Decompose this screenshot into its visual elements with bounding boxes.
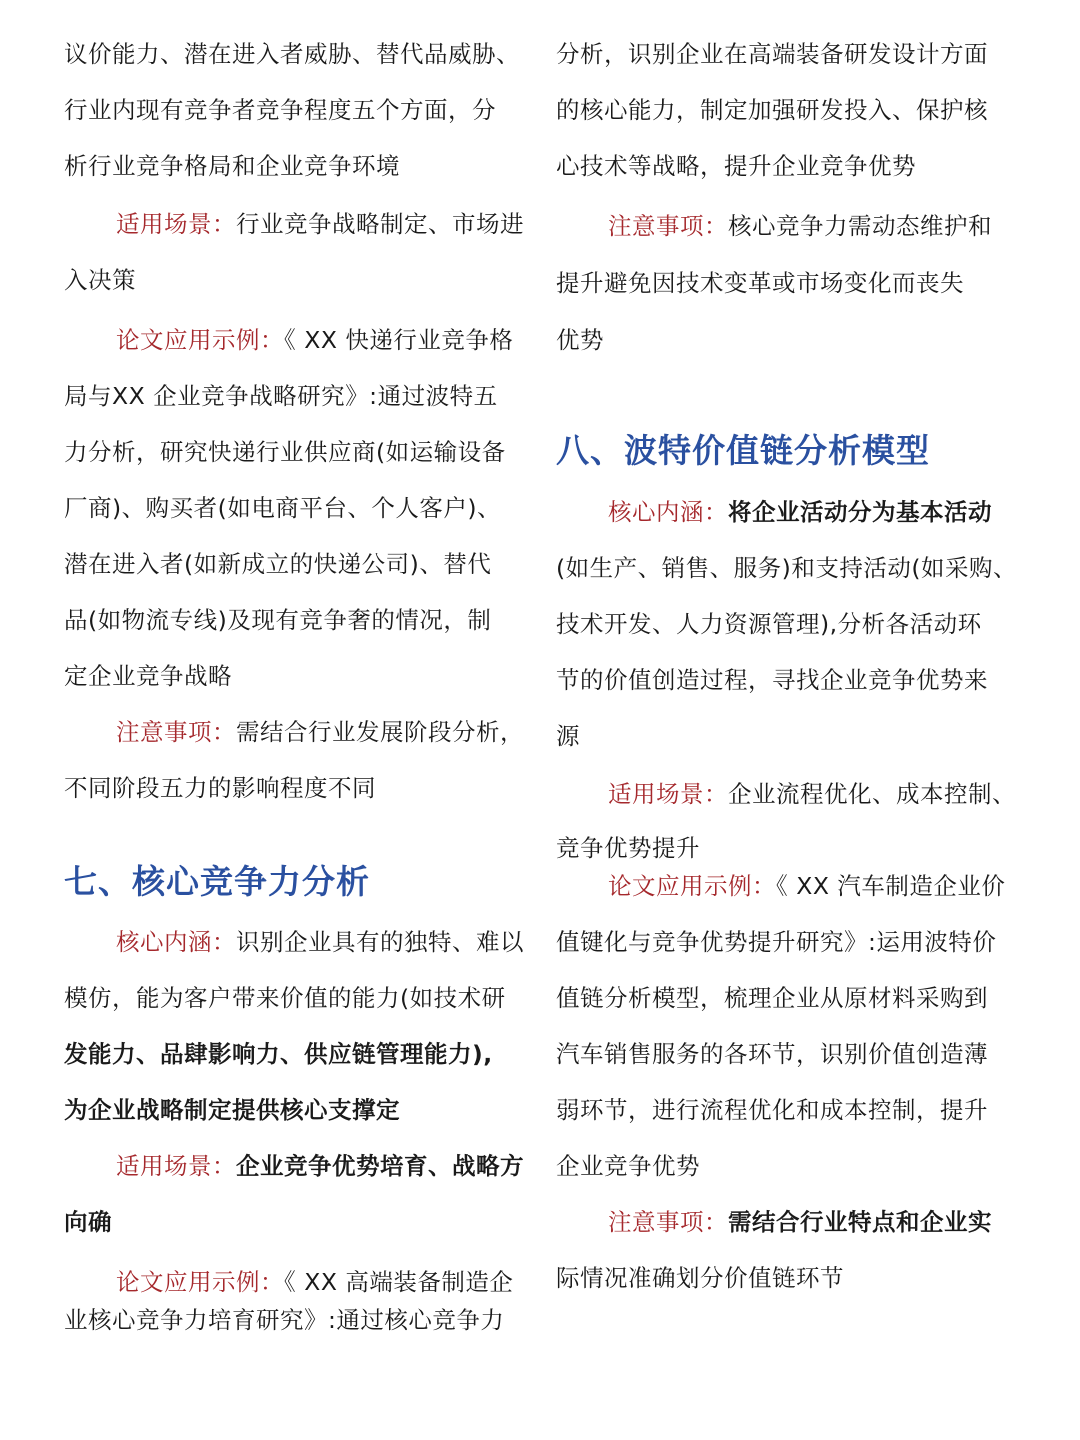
body-text-bold: 企业竞争优势培育、战略方 bbox=[236, 1152, 524, 1180]
body-text: 局与XX 企业竞争战略研究》:通过波特五 bbox=[64, 382, 498, 410]
note-label: 注意事项： bbox=[608, 212, 728, 240]
body-text: 需结合行业发展阶段分析， bbox=[236, 718, 524, 746]
body-text: 弱环节，进行流程优化和成本控制，提升 bbox=[556, 1096, 988, 1124]
core-paragraph bbox=[64, 914, 524, 970]
body-text: 核心竞争力需动态维护和 bbox=[728, 212, 992, 240]
example-paragraph bbox=[556, 858, 1005, 914]
scene-paragraph bbox=[64, 1138, 524, 1194]
core-paragraph bbox=[556, 484, 992, 540]
note-label: 注意事项： bbox=[608, 1208, 728, 1236]
body-text: 不同阶段五力的影响程度不同 bbox=[64, 774, 376, 802]
body-text: 心技术等战略，提升企业竞争优势 bbox=[556, 152, 916, 180]
body-text: 优势 bbox=[556, 326, 604, 354]
body-text-bold: 向确 bbox=[64, 1208, 112, 1236]
body-text: 值链分析模型，梳理企业从原材料采购到 bbox=[556, 984, 988, 1012]
body-text: 《 XX 高端装备制造企 bbox=[284, 1268, 514, 1296]
section-heading-7: 七、核心竞争力分析 bbox=[64, 862, 370, 901]
core-label: 核心内涵： bbox=[116, 928, 236, 956]
body-text: (如生产、销售、服务)和支持活动(如采购、 bbox=[556, 554, 1018, 582]
example-paragraph bbox=[64, 312, 513, 368]
scene-label: 适用场景： bbox=[116, 1152, 236, 1180]
example-label: 论文应用示例： bbox=[116, 1268, 284, 1296]
body-text: 际情况准确划分价值链环节 bbox=[556, 1264, 844, 1292]
body-text: 品(如物流专线)及现有竞争奢的情况，制 bbox=[64, 606, 492, 634]
body-text: 竞争优势提升 bbox=[556, 834, 700, 862]
body-text: 模仿，能为客户带来价值的能力(如技术研 bbox=[64, 984, 506, 1012]
body-text: 厂商)、购买者(如电商平台、个人客户)、 bbox=[64, 494, 502, 522]
body-text: 技术开发、人力资源管理),分析各活动环 bbox=[556, 610, 982, 638]
body-text: 企业流程优化、成本控制、 bbox=[728, 780, 1016, 808]
body-text-bold: 发能力、品肆影响力、供应链管理能力), bbox=[64, 1040, 493, 1068]
scene-label: 适用场景： bbox=[116, 210, 236, 238]
body-text: 力分析，研究快递行业供应商(如运输设备 bbox=[64, 438, 506, 466]
body-text: 节的价值创造过程，寻找企业竞争优势来 bbox=[556, 666, 988, 694]
section-heading-8: 八、波特价值链分析模型 bbox=[556, 431, 930, 470]
body-text: 定企业竞争战略 bbox=[64, 662, 232, 690]
scene-label: 适用场景： bbox=[608, 780, 728, 808]
body-text-bold: 为企业战略制定提供核心支撑定 bbox=[64, 1096, 400, 1124]
body-text: 议价能力、潜在进入者威胁、替代品威胁、 bbox=[64, 40, 520, 68]
core-label: 核心内涵： bbox=[608, 498, 728, 526]
body-text: 源 bbox=[556, 722, 580, 750]
body-text: 行业竞争战略制定、市场进 bbox=[236, 210, 524, 238]
body-text: 的核心能力，制定加强研发投入、保护核 bbox=[556, 96, 988, 124]
scene-paragraph bbox=[556, 766, 1016, 822]
body-text: 行业内现有竞争者竞争程度五个方面，分 bbox=[64, 96, 496, 124]
note-paragraph bbox=[556, 198, 992, 254]
body-text: 潜在进入者(如新成立的快递公司)、替代 bbox=[64, 550, 492, 578]
body-text: 值键化与竞争优势提升研究》:运用波特价 bbox=[556, 928, 997, 956]
body-text: 析行业竞争格局和企业竞争环境 bbox=[64, 152, 400, 180]
body-text: 识别企业具有的独特、难以 bbox=[236, 928, 524, 956]
body-text: 《 XX 快递行业竞争格 bbox=[284, 326, 514, 354]
note-paragraph bbox=[64, 704, 524, 760]
body-text-bold: 需结合行业特点和企业实 bbox=[728, 1208, 992, 1236]
body-text: 汽车销售服务的各环节，识别价值创造薄 bbox=[556, 1040, 988, 1068]
body-text-bold: 将企业活动分为基本活动 bbox=[728, 498, 992, 526]
body-text: 企业竞争优势 bbox=[556, 1152, 700, 1180]
example-label: 论文应用示例： bbox=[608, 872, 776, 900]
body-text: 《 XX 汽车制造企业价 bbox=[776, 872, 1006, 900]
body-text: 入决策 bbox=[64, 266, 136, 294]
note-paragraph bbox=[556, 1194, 992, 1250]
body-text: 业核心竞争力培育研究》:通过核心竞争力 bbox=[64, 1306, 505, 1334]
body-text: 提升避免因技术变革或市场变化而丧失 bbox=[556, 269, 964, 297]
body-text: 分析，识别企业在高端装备研发设计方面 bbox=[556, 40, 988, 68]
scene-paragraph bbox=[64, 196, 524, 252]
note-label: 注意事项： bbox=[116, 718, 236, 746]
example-label: 论文应用示例： bbox=[116, 326, 284, 354]
